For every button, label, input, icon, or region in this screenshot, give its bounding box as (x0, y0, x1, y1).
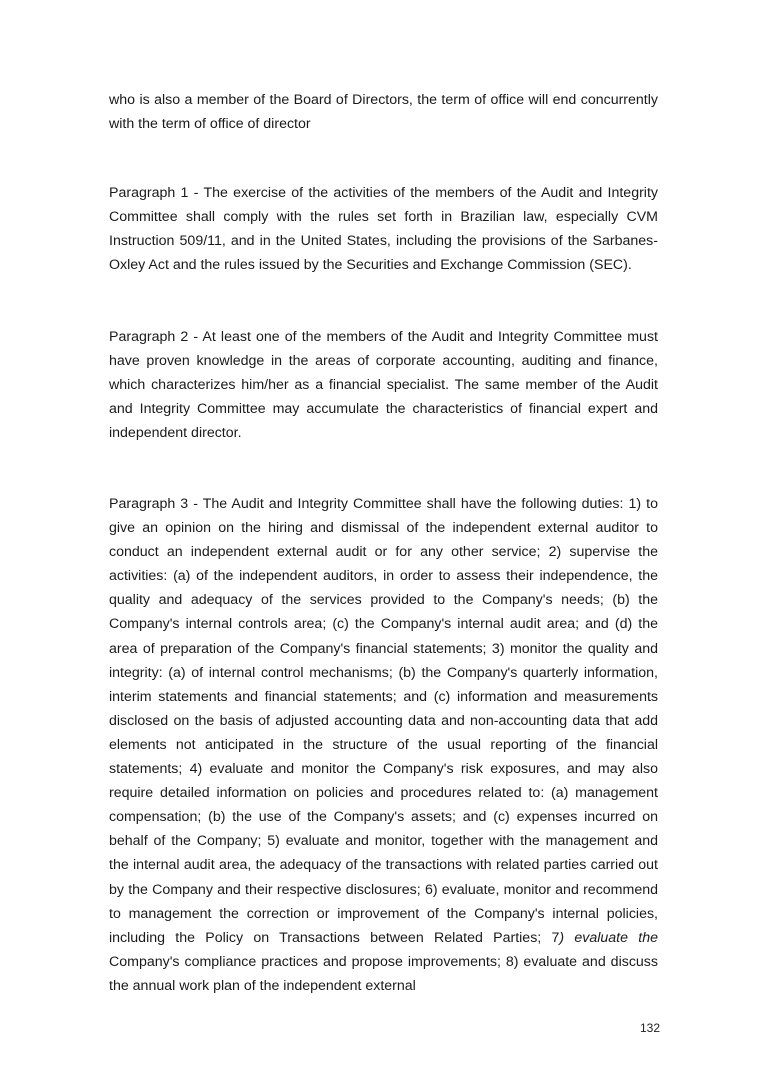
paragraph-3 (109, 492, 658, 998)
paragraph-3-italic: ) evaluate the (559, 929, 658, 946)
page-number: 132 (639, 1021, 660, 1035)
paragraph-3-text-b: Company's compliance practices and propose improvements; 8) evaluate and discuss the annual work plan of the independent external (109, 953, 658, 994)
continuation-text: who is also a member of the Board of Directors, the term of office will end concurrently with the term of office of director (109, 92, 658, 133)
paragraph-1: Paragraph 1 - The exercise of the activities of the members of the Audit and Integrity Committee shall comply with the rules set forth in Brazilian law, especially CVM Instruction 509/11, and in the United States, including the provisions of the Sarbanes-Oxley Act and the rules issued by the Securities and Exchange Commission (SEC). (109, 185, 658, 274)
paragraph-2: Paragraph 2 - At least one of the members of the Audit and Integrity Committee must have proven knowledge in the areas of corporate accounting, auditing and finance, which characterizes him/her as a financial specialist. The same member of the Audit and Integrity Committee may accumulate the characteristics of financial expert and independent director. (109, 329, 658, 442)
paragraph-3-text-a: Paragraph 3 - The Audit and Integrity Committee shall have the following duties: 1) to give an opinion on the hiring and dismissal of the independent external auditor to conduct an independent external audit or for any other service; 2) supervise the activities: (a) of the independent auditors, in order to assess their independence, the quality and adequacy of the services provided to the Company's needs; (b) the Company's internal controls area; (c) the Company's internal audit area; and (d) the area of preparation of the Company's financial statements; 3) monitor the quality and integrity: (a) of internal control mechanisms; (b) the Company's quarterly information, interim statements and financial statements; and (c) information and measurements disclosed on the basis of adjusted accounting data and non-accounting data that add elements not anticipated in the structure of the usual reporting of the financial statements; 4) evaluate and monitor the Company's risk exposures, and may also require detailed information on policies and procedures related to: (a) management compensation; (b) the use of the Company's assets; and (c) expenses incurred on behalf of the Company; 5) evaluate and monitor, together with the management and the internal audit area, the adequacy of the transactions with related parties carried out by the Company and their respective disclosures; 6) evaluate, monitor and recommend to management the correction or improvement of the Company's internal policies, including the Policy on Transactions between Related Parties; 7 (109, 496, 658, 946)
